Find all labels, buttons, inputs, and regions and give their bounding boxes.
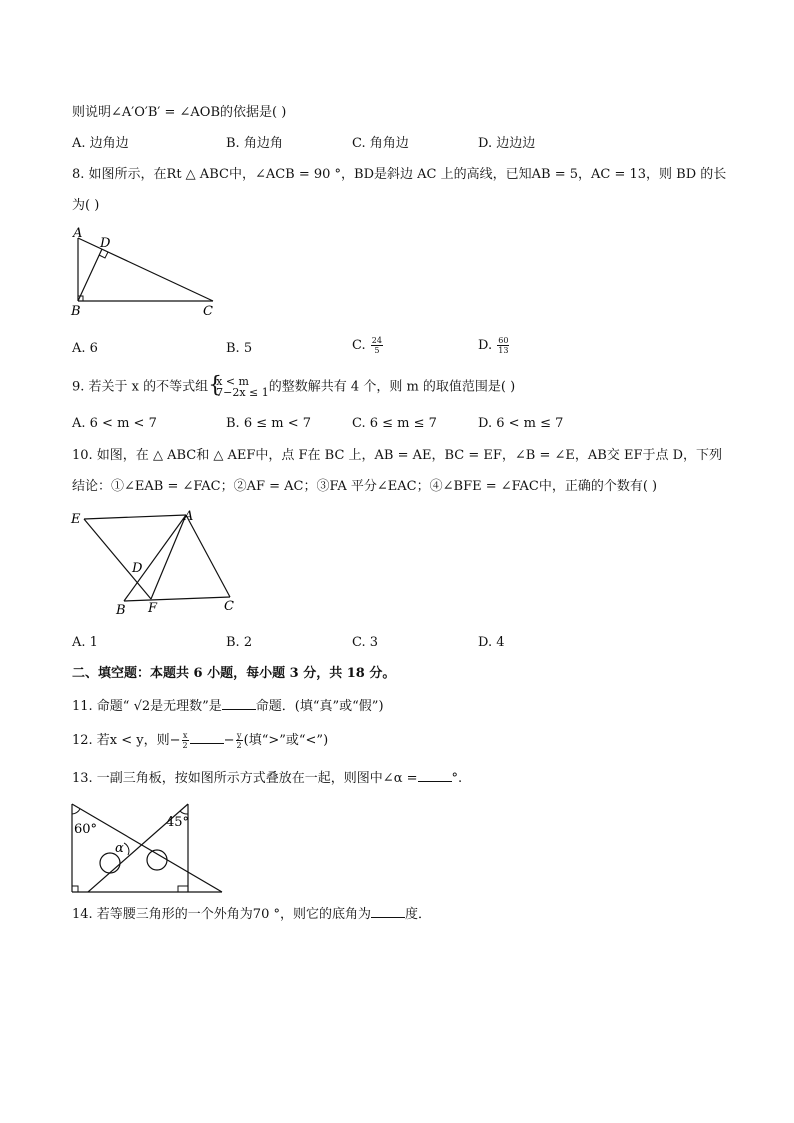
q8-figure: [68, 224, 228, 320]
q13-answer-blank[interactable]: [418, 769, 452, 782]
q9-option-d: D. 6 < m ≤ 7: [478, 416, 564, 431]
q9-ineq-2: 7−2x ≤ 1: [216, 386, 269, 399]
q7-option-c: C. 角角边: [352, 136, 409, 151]
q10-label-c: C: [224, 599, 234, 614]
q7-option-b: B. 角边角: [226, 136, 283, 151]
q11-before: 11. 命题“ √2是无理数”是: [72, 699, 222, 714]
q10-label-b: B: [116, 603, 126, 618]
q10-label-a: A: [184, 509, 194, 524]
q12-answer-blank[interactable]: [190, 731, 224, 744]
q12-num-x: x: [182, 731, 188, 740]
q10-stem-cont: 结论：①∠EAB = ∠FAC；②AF = AC；③FA 平分∠EAC；④∠BFE = ∠FAC中，正确的个数有( ): [72, 479, 658, 494]
q10-option-d: D. 4: [478, 635, 505, 650]
q8-stem: 8. 如图所示，在Rt △ ABC中，∠ACB = 90 °，BD是斜边 AC 上的高线，已知AB = 5，AC = 13，则 BD 的长: [72, 167, 727, 182]
q13-stem: [72, 769, 462, 788]
q13-after: °.: [451, 771, 463, 786]
q8-option-c-prefix: C.: [352, 338, 366, 353]
q12-minus: −: [223, 733, 235, 748]
q9-option-c: C. 6 ≤ m ≤ 7: [352, 416, 437, 431]
q12-before: 12. 若x < y，则−: [72, 733, 181, 748]
q8-option-a: A. 6: [72, 341, 98, 356]
q10-label-e: E: [71, 512, 81, 527]
q12-fraction-y: [236, 731, 243, 750]
q9-option-a: A. 6 < m < 7: [72, 416, 157, 431]
q10-label-d: D: [132, 561, 143, 576]
q8-option-d-prefix: D.: [478, 338, 493, 353]
q11-after: 命题．(填“真”或“假”): [255, 699, 384, 714]
q14-after: 度．: [404, 907, 431, 922]
q13-figure: [68, 800, 228, 896]
q8-option-c-fraction: [371, 336, 383, 355]
q8-label-a: A: [73, 226, 83, 241]
q7-tail: 则说明∠A′O′B′ = ∠AOB的依据是( ): [72, 105, 287, 120]
q10-option-c: C. 3: [352, 635, 379, 650]
q8-label-c: C: [203, 304, 213, 319]
q9-option-b: B. 6 ≤ m < 7: [226, 416, 312, 431]
q12-den-y: 2: [236, 741, 242, 750]
q10-option-b: B. 2: [226, 635, 253, 650]
q8-label-d: D: [100, 236, 111, 251]
q8-option-c-num: 24: [371, 336, 382, 345]
q12-stem: [72, 730, 328, 752]
q10-label-f: F: [148, 601, 158, 616]
q7-option-d: D. 边边边: [478, 136, 536, 151]
q8-option-d-fraction: [497, 336, 509, 355]
q13-label-60: 60°: [74, 822, 98, 837]
q10-option-a: A. 1: [72, 635, 98, 650]
section-heading-fill-in: 二、填空题：本题共 6 小题，每小题 3 分，共 18 分。: [72, 666, 396, 681]
q7-option-a: A. 边角边: [72, 136, 129, 151]
q8-label-b: B: [71, 304, 81, 319]
q9-inequality-system: { x < m 7−2x ≤ 1: [208, 373, 269, 399]
q12-fraction-x: [182, 731, 189, 750]
q10-figure: [68, 506, 248, 618]
q12-den-x: 2: [182, 741, 188, 750]
q11-stem: [72, 697, 384, 716]
q8-option-d-num: 60: [498, 336, 509, 345]
q14-answer-blank[interactable]: [371, 905, 405, 918]
q12-num-y: y: [236, 731, 242, 740]
q13-label-45: 45°: [166, 815, 190, 830]
q9-stem: [72, 373, 516, 399]
q10-stem: 10. 如图，在 △ ABC和 △ AEF中，点 F在 BC 上，AB = AE，BC = EF，∠B = ∠E，AB交 EF于点 D，下列: [72, 448, 723, 463]
q8-option-d: [478, 336, 510, 355]
q12-after: (填“>”或“<”): [243, 733, 329, 748]
q14-stem: [72, 905, 431, 924]
q13-before: 13. 一副三角板，按如图所示方式叠放在一起，则图中∠α =: [72, 771, 418, 786]
q9-prefix: 9. 若关于 x 的不等式组: [72, 379, 209, 395]
q14-before: 14. 若等腰三角形的一个外角为70 °，则它的底角为: [72, 907, 371, 922]
q8-option-c-den: 5: [374, 346, 380, 355]
q8-option-d-den: 13: [498, 346, 509, 355]
q11-answer-blank[interactable]: [222, 697, 256, 710]
q13-label-alpha: α: [115, 841, 124, 856]
q9-ineq-1: x < m: [216, 375, 249, 388]
q8-option-c: [352, 336, 384, 355]
q8-stem-cont: 为( ): [72, 198, 100, 213]
q8-option-b: B. 5: [226, 341, 253, 356]
q9-suffix: 的整数解共有 4 个，则 m 的取值范围是( ): [268, 379, 516, 395]
